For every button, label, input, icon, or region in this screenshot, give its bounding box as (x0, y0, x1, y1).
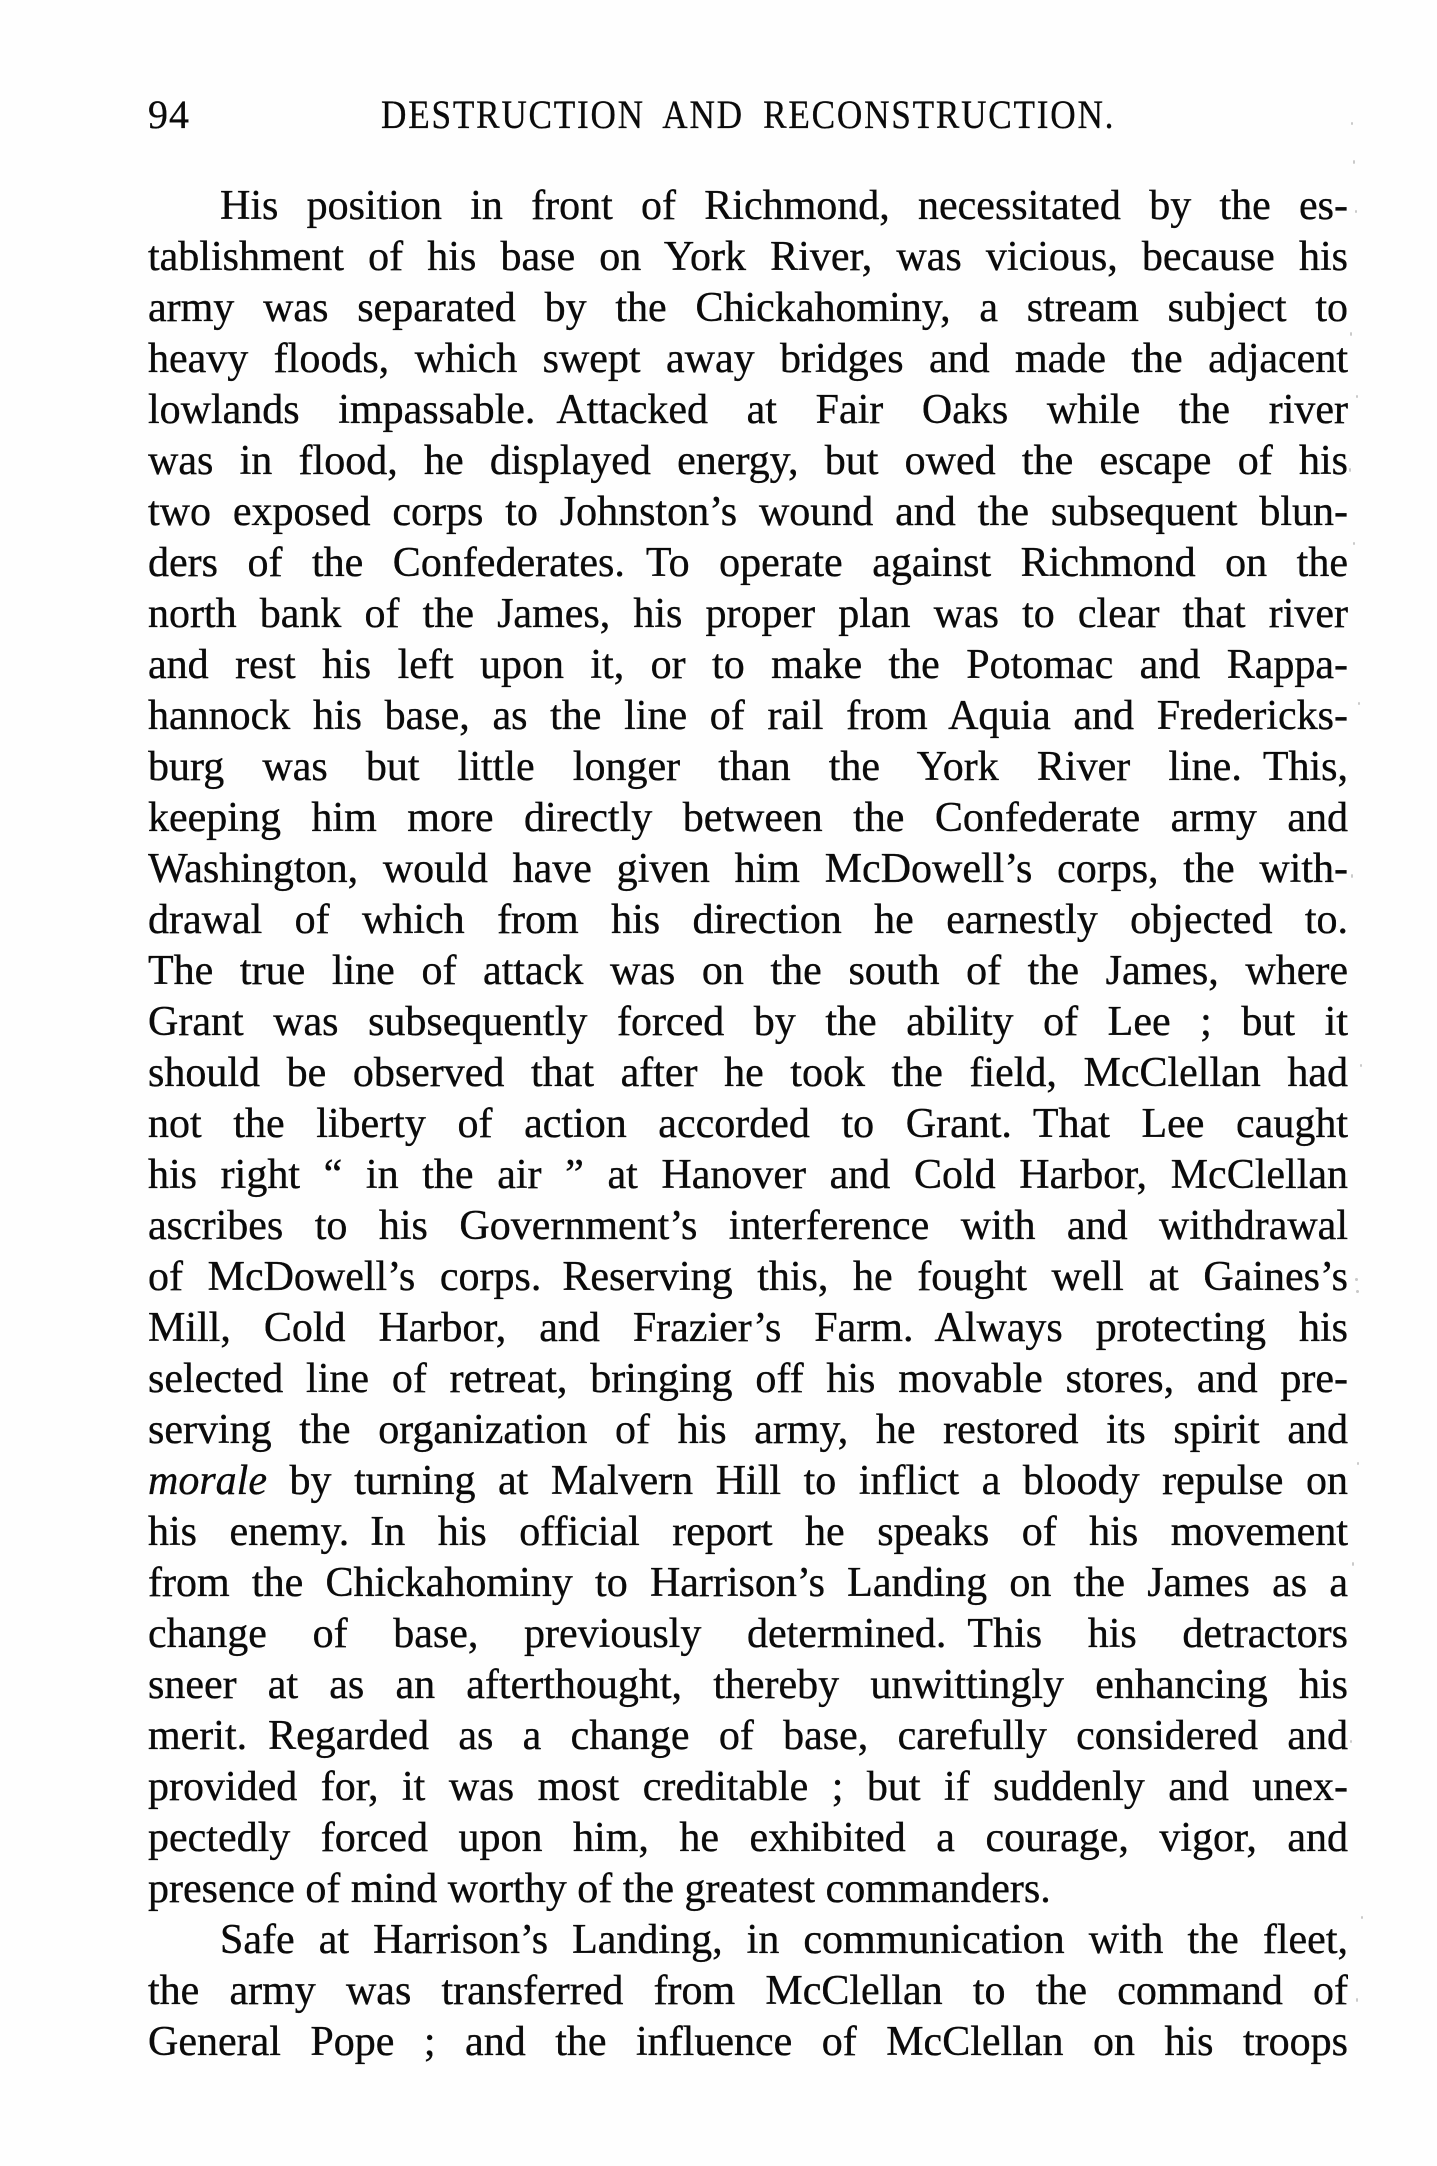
text-line: hannock his base, as the line of rail from Aquia and Fredericks- (148, 693, 1348, 739)
text-line: his enemy. In his official report he speaks of his movement (148, 1509, 1348, 1555)
scan-speckle (1352, 1562, 1354, 1566)
text-line: morale by turning at Malvern Hill to inflict a bloody repulse on (148, 1458, 1348, 1504)
text-line: not the liberty of action accorded to Grant. That Lee caught (148, 1101, 1348, 1147)
text-line: his right “ in the air ” at Hanover and Cold Harbor, McClellan (148, 1152, 1348, 1198)
scan-speckle (1356, 1998, 1358, 2002)
text-line: north bank of the James, his proper plan was to clear that river (148, 591, 1348, 637)
text-line: pectedly forced upon him, he exhibited a courage, vigor, and (148, 1815, 1348, 1861)
text-line: the army was transferred from McClellan to the command of (148, 1968, 1348, 2014)
scan-speckle (1353, 542, 1355, 545)
text-line: The true line of attack was on the south of the James, where (148, 948, 1348, 994)
text-line: was in flood, he displayed energy, but owed the escape of his (148, 438, 1348, 484)
text-line: tablishment of his base on York River, was vicious, because his (148, 234, 1348, 280)
text-line: ascribes to his Government’s interference with and withdrawal (148, 1203, 1348, 1249)
text-line: sneer at as an afterthought, thereby unwittingly enhancing his (148, 1662, 1348, 1708)
text-line: His position in front of Richmond, necessitated by the es- (220, 183, 1348, 229)
page-number: 94 (148, 92, 190, 137)
scan-speckle (1355, 210, 1357, 213)
text-line: drawal of which from his direction he earnestly objected to. (148, 897, 1348, 943)
scan-speckle (1360, 1064, 1362, 1067)
text-line: army was separated by the Chickahominy, a stream subject to (148, 285, 1348, 331)
scan-speckle (1361, 1916, 1363, 1919)
text-line: from the Chickahominy to Harrison’s Landing on the James as a (148, 1560, 1348, 1606)
scan-speckle (1356, 1290, 1359, 1293)
text-line: Mill, Cold Harbor, and Frazier’s Farm. Always protecting his (148, 1305, 1348, 1351)
text-line: selected line of retreat, bringing off his movable stores, and pre- (148, 1356, 1348, 1402)
scan-speckle (1351, 874, 1353, 878)
running-head (148, 92, 1348, 142)
running-title-wrap (148, 92, 1348, 138)
scan-speckle (1349, 468, 1351, 472)
text-line: Safe at Harrison’s Landing, in communication with the fleet, (220, 1917, 1348, 1963)
italic-word: morale (148, 1458, 267, 1504)
text-line: burg was but little longer than the York River line. This, (148, 744, 1348, 790)
scan-speckle (1353, 160, 1355, 164)
scan-speckle (1350, 332, 1352, 336)
scan-speckle (1357, 1462, 1359, 1465)
text-line: Grant was subsequently forced by the ability of Lee ; but it (148, 999, 1348, 1045)
text-line: change of base, previously determined. This his detractors (148, 1611, 1348, 1657)
body-text (148, 181, 1348, 2068)
text-line: should be observed that after he took the field, McClellan had (148, 1050, 1348, 1096)
text-line: merit. Regarded as a change of base, carefully considered and (148, 1713, 1348, 1759)
scan-speckle (1356, 395, 1358, 398)
text-line: presence of mind worthy of the greatest commanders. (148, 1866, 1051, 1912)
text-line: keeping him more directly between the Confederate army and (148, 795, 1348, 841)
scan-speckle (1350, 1740, 1352, 1743)
text-line: heavy floods, which swept away bridges and made the adjacent (148, 336, 1348, 382)
text-line: ders of the Confederates. To operate against Richmond on the (148, 540, 1348, 586)
text-line: lowlands impassable. Attacked at Fair Oaks while the river (148, 387, 1348, 433)
text-line: General Pope ; and the influence of McClellan on his troops (148, 2019, 1348, 2065)
scan-speckle (1351, 122, 1353, 125)
text-line: of McDowell’s corps. Reserving this, he fought well at Gaines’s (148, 1254, 1348, 1300)
text-line: Washington, would have given him McDowell’s corps, the with- (148, 846, 1348, 892)
text-line: serving the organization of his army, he restored its spirit and (148, 1407, 1348, 1453)
scan-speckle (1355, 1278, 1358, 1281)
text-line: two exposed corps to Johnston’s wound and the subsequent blun- (148, 489, 1348, 535)
scan-speckle (1358, 702, 1360, 705)
running-title: DESTRUCTION AND RECONSTRUCTION. (380, 92, 1116, 137)
text-line: provided for, it was most creditable ; but if suddenly and unex- (148, 1764, 1348, 1810)
text-line: and rest his left upon it, or to make the Potomac and Rappa- (148, 642, 1348, 688)
